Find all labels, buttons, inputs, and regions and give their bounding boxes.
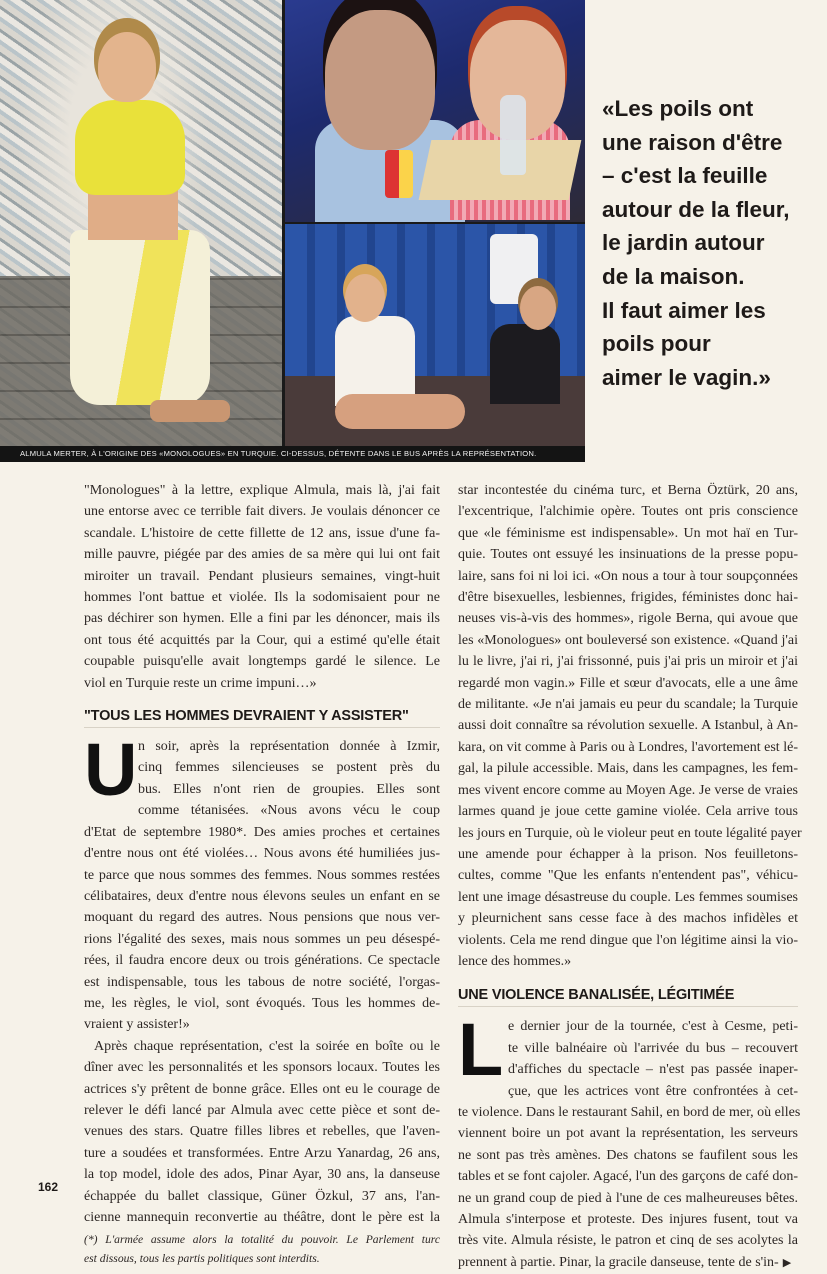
text-line: l'excentrique, l'alchimie opère. Toutes ont pris conscience (458, 504, 798, 520)
footnote-line: est dissous, tous les partis politiques sont interdits. (84, 1252, 320, 1266)
pull-quote-line: aimer le vagin.» (602, 364, 771, 390)
photo-actresses-bus-top (285, 0, 585, 222)
text-line (458, 1252, 798, 1274)
text-line: mille pauvre, piégée par des amies de sa mère qui lui ont fait (84, 547, 440, 563)
text-line-content: prennent à partie. Pinar, la gracile danseuse, tente de s'in- (458, 1254, 779, 1270)
photo-actresses-bus-bottom (285, 224, 585, 446)
text-line: neuses vis-à-vis des hommes», rigole Berna, qui avoue que (458, 611, 798, 627)
text-line: la top model, idole des ados, Pinar Ayar, 30 ans, la danseuse (84, 1167, 440, 1183)
text-line: comme tétanisées. «Nous avons vécu le coup (138, 803, 440, 819)
pull-quote-line: de la maison. (602, 263, 745, 289)
text-line: lence des hommes.» (458, 953, 572, 969)
text-line: larmes quand je joue cette gamine violée. Cela arrive tous (458, 804, 798, 820)
text-line: vraient y assister!» (84, 1017, 190, 1033)
pull-quote-line: – c'est la feuille (602, 163, 768, 189)
text-line: cienne mannequin reconvertie au théâtre, dont le père est la (84, 1210, 440, 1225)
text-line: me, les règles, le viol, sont évoqués. Tous les hommes de- (84, 995, 440, 1011)
text-line: gal, la pilule accessible. Mais, dans les campagnes, les fem- (458, 761, 798, 777)
pull-quote-line: une raison d'être (602, 129, 783, 155)
text-line: d'être bisexuelles, lesbiennes, frigides, féministes donc hai- (458, 590, 798, 606)
text-line: très vite. Almula résiste, le patron et cinq de ses acolytes la (458, 1233, 798, 1249)
text-line: une amende pour échapper à la prison. Nos feuilletons- (458, 846, 798, 862)
text-line: venues des stars. Quatre filles libres et rebelles, que l'aven- (84, 1124, 440, 1140)
text-line: lent une image désastreuse du couple. Les femmes soumises (458, 889, 798, 905)
pull-quote-line: Il faut aimer les (602, 297, 766, 323)
text-line: "Monologues" à la lettre, explique Almula, mais là, j'ai fait (84, 483, 440, 498)
dropcap-paragraph (84, 728, 440, 1036)
text-line: hommes l'ont battue et violée. Ils la sodomisaient pour ne (84, 590, 440, 606)
text-line: scandale. L'histoire de cette fillette de 12 ans, issue d'une fa- (84, 525, 440, 541)
page-number: 162 (38, 1180, 59, 1194)
text-line: ne sont pas très amènes. Des chatons se faufilent sous les (458, 1147, 798, 1163)
text-line: les jours en Turquie, où le violeur peut en toute légalité payer (458, 825, 802, 841)
text-line: d'affiches du spectacle – n'est pas passée inaper- (508, 1062, 798, 1078)
text-line: moquant du regard des autres. Nous pensions que nous ver- (84, 910, 440, 926)
text-line: Almula s'interpose et proteste. Des injures fusent, tout va (458, 1212, 798, 1227)
section-subhead: "TOUS LES HOMMES DEVRAIENT Y ASSISTER" (84, 705, 440, 728)
text-line: te violence. Dans le restaurant Sahil, en bord de mer, où elles (458, 1104, 801, 1120)
pull-quote-line: «Les poils ont (602, 96, 754, 121)
section-subhead: UNE VIOLENCE BANALISÉE, LÉGITIMÉE (458, 984, 798, 1007)
pull-quote-line: poils pour (602, 331, 711, 357)
text-line: te parce que nous sommes des femmes. Nous sommes restées (84, 867, 440, 883)
text-line: rions l'égalité des sexes, mais nous sommes un peu désespé- (84, 931, 440, 947)
text-line: de militante. «Je n'ai jamais eu peur du scandale; la Turquie (458, 697, 798, 713)
text-line: viennent boire un pot avant la représentation, les serveurs (458, 1126, 798, 1142)
footnote (84, 1230, 440, 1268)
photo-almula-merter (0, 0, 282, 446)
drop-cap: U (84, 728, 138, 812)
text-line: lu le livre, j'ai ri, j'ai frissonné, puis j'ai pris un miroir et j'ai (458, 654, 798, 670)
text-line: cinq femmes silencieuses se postent près du (138, 760, 440, 776)
text-line: Après chaque représentation, c'est la soirée en boîte ou le (94, 1038, 440, 1054)
pull-quote-line: le jardin autour (602, 230, 765, 256)
text-line: bus. Elles n'ont rien de groupies. Elles sont (138, 781, 440, 797)
text-line: ne un grand coup de pied à l'une de ces malheureuses bêtes. (458, 1190, 798, 1206)
text-line: quie. Toutes ont essuyé les insinuations de la presse popu- (458, 547, 798, 563)
text-line: miroiter un travail. Pendant plusieurs semaines, vingt-huit (84, 568, 440, 584)
text-line: cultes, comme "Que les enfants n'entendent pas", véhicu- (458, 868, 798, 884)
pull-quote-line: autour de la fleur, (602, 196, 790, 222)
photo-collage (0, 0, 585, 462)
text-line: n soir, après la représentation donnée à Izmir, (138, 739, 440, 755)
text-line: tables et se font cajoler. Agacé, l'un des garçons de café don- (458, 1169, 798, 1185)
text-line: te ville balnéaire où l'arrivée du bus – recouvert (508, 1040, 798, 1056)
text-line: pas déchirer son hymen. Elle a fini par les dénoncer, mais ils (84, 611, 440, 627)
text-line: actrices s'y prêtent de bonne grâce. Elles ont eu le courage de (84, 1081, 440, 1097)
text-line: une entorse avec ce terrible fait divers. Je voulais dénoncer ce (84, 504, 440, 520)
text-line: mes vivent encore comme au Moyen Age. Je verse de vraies (458, 782, 798, 798)
text-line: que «le féminisme est indispensable». Un mot haï en Tur- (458, 525, 798, 541)
text-line: e dernier jour de la tournée, c'est à Cesme, peti- (508, 1019, 798, 1035)
intro-paragraph (84, 480, 440, 694)
text-line: laire, sans foi ni loi ici. «On nous a tour à tour soupçonnées (458, 568, 798, 584)
dropcap-paragraph (458, 1008, 801, 1274)
text-line: regardé mon vagin.» Fille et sœur d'avocats, elle a une âme (458, 675, 798, 691)
text-line: kara, on vit comme à Paris ou à Londres, l'avortement est lé- (458, 739, 798, 755)
text-line: d'Etat de septembre 1980*. Des amies proches et certaines (84, 824, 440, 840)
article-column-right (458, 480, 802, 1274)
drop-cap: L (458, 1008, 504, 1092)
text-line: célibataires, deux d'entre nous élevons seules un enfant en se (84, 888, 440, 904)
text-line: çue, que les actrices vont être confrontées à cet- (508, 1083, 798, 1099)
text-line: les «Monologues» ont bouleversé son existence. «Quand j'ai (458, 632, 798, 648)
footnote-line: (*) L'armée assume alors la totalité du pouvoir. Le Parlement turc (84, 1233, 440, 1247)
text-line: y pleurnichent sans cesse face à des machos infidèles et (458, 911, 798, 927)
continue-arrow-icon: ▶ (782, 1256, 792, 1269)
text-line: ture a soudées et transformées. Entre Arzu Yanardag, 26 ans, (84, 1145, 440, 1161)
text-line: star incontestée du cinéma turc, et Berna Öztürk, 20 ans, (458, 483, 798, 498)
text-line: aussi doit connaître sa révolution sexuelle. A Istanbul, à An- (458, 718, 798, 734)
pull-quote (602, 92, 822, 394)
text-line: échappée du ballet classique, Güner Özkul, 37 ans, l'an- (84, 1188, 440, 1204)
text-line: ont tous été acquittés par la Cour, qui a estimé qu'elle était (84, 632, 440, 648)
text-line: coupable puisqu'elle avait longtemps gardé le silence. Le (84, 654, 440, 670)
text-line: est indispensable, tous les tabous de notre société, l'orgas- (84, 974, 440, 990)
text-line: viol en Turquie reste un crime impuni…» (84, 675, 317, 691)
text-line: dîner avec les personnalités et les sponsors locaux. Toutes les (84, 1060, 440, 1076)
text-line: violents. Cela me rend dingue que l'on légitime ainsi la vio- (458, 932, 798, 948)
article-column-left (84, 480, 440, 1268)
photo-caption: ALMULA MERTER, À L'ORIGINE DES «MONOLOGUES» EN TURQUIE. CI-DESSUS, DÉTENTE DANS LE BUS APRÈS LA REPRÉSENTATION. (0, 446, 585, 462)
text-line: rées, il faudra encore deux ou trois générations. Ce spectacle (84, 953, 440, 969)
body-paragraph (458, 480, 802, 972)
text-line: relever le défi lancé par Almula avec cette pièce et sont de- (84, 1102, 440, 1118)
text-line: d'entre nous ont été violées… Nous avons été humiliées jus- (84, 846, 440, 862)
